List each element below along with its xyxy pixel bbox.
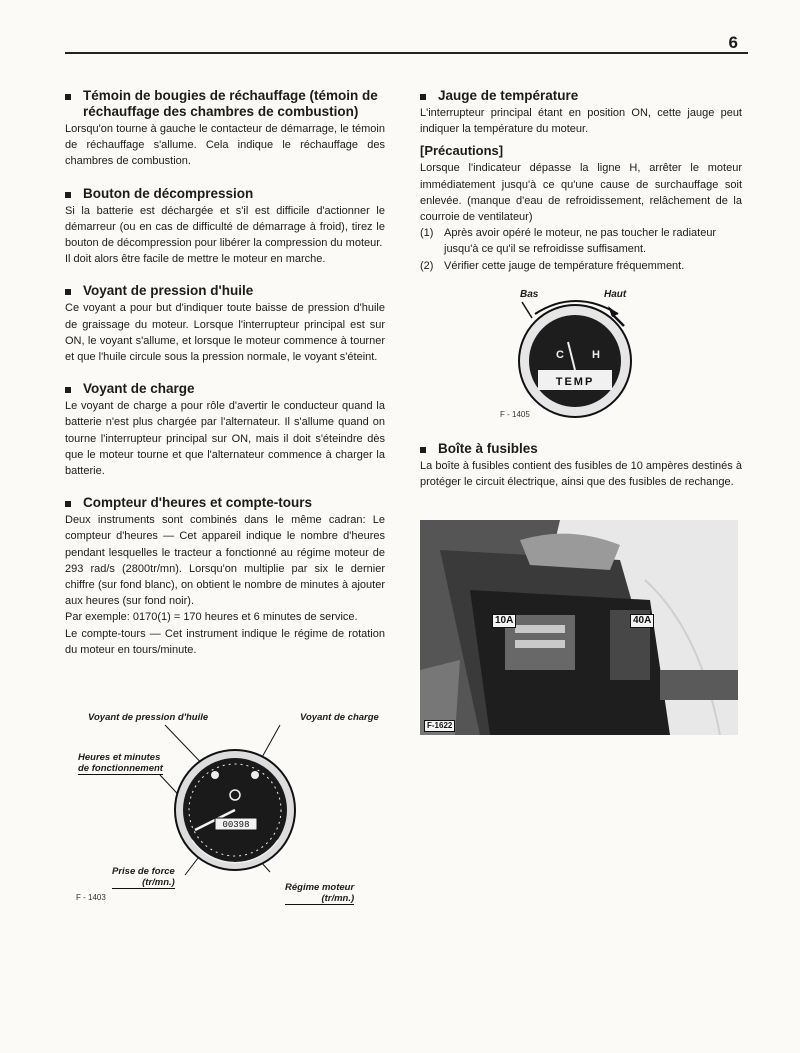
section-heading: Jauge de température <box>420 88 742 104</box>
bullet-icon <box>65 94 71 100</box>
section-body: Lorsqu'on tourne à gauche le contacteur de démarrage, le témoin de réchauffage s'allume. Cela indique le réchauffage des chambres de combustion. <box>65 123 385 168</box>
figure-code: F - 1405 <box>500 410 530 419</box>
section-body: Si la batterie est déchargée et s'il est difficile d'actionner le démarreur (ou en cas de difficulté de démarrage à froid), tirez le bouton de décompression pour libérer la compression du moteur. <box>65 204 385 250</box>
section-decompression <box>65 186 385 268</box>
section-body: Le voyant de charge a pour rôle d'avertir le conducteur quand la batterie n'est plus chargée par l'alternateur. Il s'allume quand on tourne l'interrupteur principal sur ON, mais il doit s'éteindre dès que le moteur tourne et que l'alternateur commence à charger la batterie. <box>65 400 385 478</box>
bullet-icon <box>420 447 426 453</box>
section-glow-plug <box>65 88 385 170</box>
section-heading: Témoin de bougies de réchauffage (témoin de réchauffage des chambres de combustion) <box>65 88 385 120</box>
section-hour-meter <box>65 495 385 658</box>
temperature-gauge-figure <box>500 286 650 426</box>
figure-code: F - 1403 <box>76 893 106 902</box>
section-body-2: Il doit alors être facile de mettre le moteur en marche. <box>65 253 326 266</box>
precautions-body: Lorsque l'indicateur dépasse la ligne H, arrêter le moteur immédiatement jusqu'à ce qu'une cause de surchauffage soit enlevée. (manque d'eau de refroidissement, relâchement de la courroie de ventilateur) <box>420 162 742 224</box>
label-pto: Prise de force (tr/mn.) <box>112 866 175 888</box>
bullet-icon <box>65 289 71 295</box>
section-fuse-box <box>420 441 742 490</box>
right-column <box>420 88 742 290</box>
section-body-3: Le compte-tours — Cet instrument indique le régime de rotation du moteur en tours/minute. <box>65 627 385 656</box>
list-item: (1) Après avoir opéré le moteur, ne pas toucher le radiateur jusqu'à ce qu'il se refroidisse suffisament. <box>420 227 717 256</box>
fuse-box-photo <box>420 520 738 735</box>
label-high: Haut <box>604 289 627 300</box>
label-40a: 40A <box>630 614 654 628</box>
section-body: Deux instruments sont combinés dans le même cadran: Le compteur d'heures — Cet appareil indique le nombre d'heures pendant lesquelles le tracteur a fonctionné au régime moteur de 293 rad/s (2800tr/mn). Lorsqu'on multiplie par six le dernier chiffre (sur fond blanc), on obtient le nombre de minutes à ajouter aux heures (sur fond noir). <box>65 514 385 608</box>
left-column <box>65 88 385 674</box>
label-10a: 10A <box>492 614 516 628</box>
list-item: (2) Vérifier cette jauge de température fréquemment. <box>420 259 685 272</box>
bullet-icon <box>65 387 71 393</box>
bullet-icon <box>65 501 71 507</box>
precautions-title: [Précautions] <box>420 143 504 159</box>
section-heading: Voyant de charge <box>65 381 385 397</box>
section-body: La boîte à fusibles contient des fusibles de 10 ampères destinés à protéger le circuit électrique, ainsi que des fusibles de rechange. <box>420 460 742 489</box>
tachometer-figure <box>60 700 390 925</box>
figure-code: F-1622 <box>424 720 455 732</box>
section-oil-pressure <box>65 283 385 365</box>
label-hours: Heures et minutes de fonctionnement <box>78 752 163 774</box>
section-body: L'interrupteur principal étant en position ON, cette jauge peut indiquer la température du moteur. <box>420 107 742 136</box>
precautions-list <box>420 225 742 274</box>
label-oil-pressure: Voyant de pression d'huile <box>88 712 209 723</box>
label-low: Bas <box>520 289 539 300</box>
section-heading: Boîte à fusibles <box>420 441 742 457</box>
hour-counter: 00398 <box>222 820 250 830</box>
label-rpm: Régime moteur (tr/mn.) <box>285 882 355 904</box>
section-heading: Compteur d'heures et compte-tours <box>65 495 385 511</box>
page-number: 6 <box>728 33 738 52</box>
section-temperature <box>420 88 742 274</box>
section-body: Ce voyant a pour but d'indiquer toute baisse de pression d'huile de graissage du moteur. Lorsque l'interrupteur principal est sur ON, le voyant s'allume, et lorsque le moteur commence à tourner et que l'huile circule sous la pression normale, le voyant s'éteint. <box>65 302 385 364</box>
gauge-c-mark: C <box>556 349 564 361</box>
bullet-icon <box>420 94 426 100</box>
section-charge <box>65 381 385 479</box>
gauge-h-mark: H <box>592 349 600 361</box>
section-heading: Bouton de décompression <box>65 186 385 202</box>
header-rule <box>65 52 748 54</box>
section-body-2: Par exemple: 0170(1) = 170 heures et 6 minutes de service. <box>65 611 358 624</box>
label-charge: Voyant de charge <box>300 712 379 723</box>
section-heading: Voyant de pression d'huile <box>65 283 385 299</box>
temperature-gauge-drawing <box>500 286 650 426</box>
gauge-temp-text: TEMP <box>555 376 595 388</box>
fuse-box-photo-drawing <box>420 520 738 735</box>
bullet-icon <box>65 192 71 198</box>
